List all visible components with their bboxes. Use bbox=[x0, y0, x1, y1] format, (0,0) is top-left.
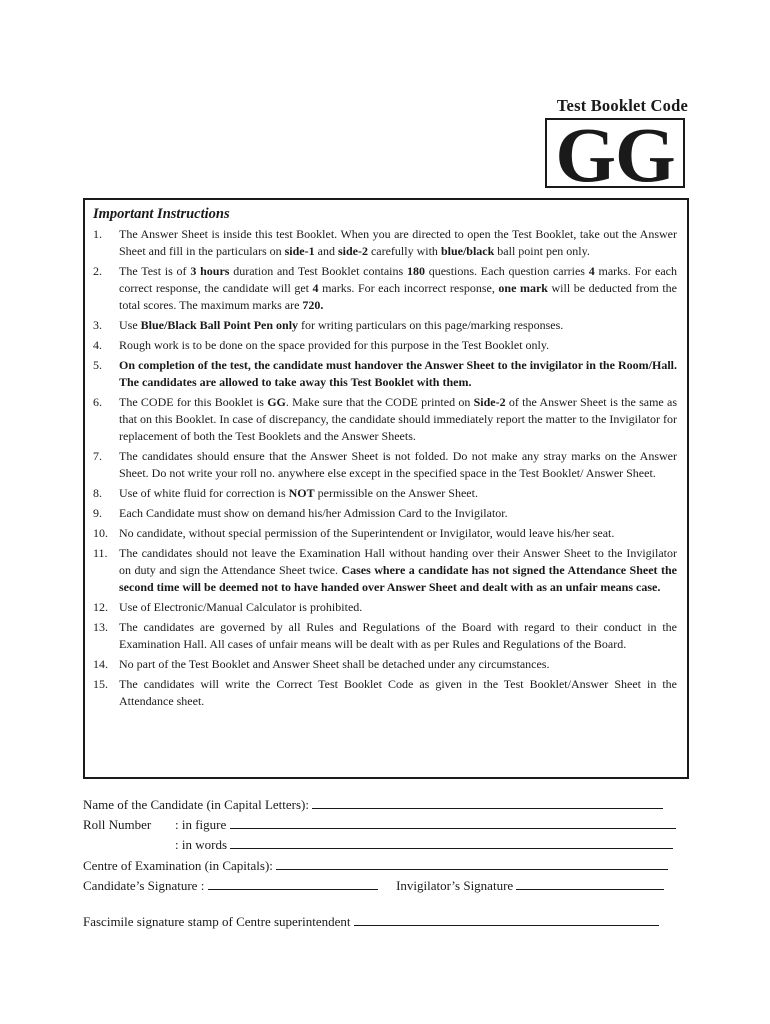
instruction-emphasis: 4 bbox=[588, 264, 595, 278]
instruction-emphasis: side-2 bbox=[337, 244, 368, 258]
instruction-item bbox=[93, 448, 677, 482]
instruction-fragment: of the Answer Sheet is the same as that on this Booklet. In case of discrepancy, the candidate should immediately report the matter to the Invigilator for replacement of both the Test Booklets and the Answer Sheets. bbox=[119, 395, 678, 443]
instruction-number: 6. bbox=[93, 395, 102, 409]
instruction-item bbox=[93, 394, 677, 445]
instruction-number: 10. bbox=[93, 526, 108, 540]
instruction-fragment: The candidates will write the Correct Test Booklet Code as given in the Test Booklet/Answer Sheet in the Attendance sheet. bbox=[119, 677, 677, 708]
instruction-fragment: and bbox=[314, 244, 338, 258]
candidate-name-row bbox=[83, 796, 685, 813]
instruction-text bbox=[119, 357, 677, 391]
instruction-number: 4. bbox=[93, 338, 102, 352]
roll-words-row bbox=[83, 836, 685, 853]
instruction-emphasis: Cases where a candidate has not signed the Attendance Sheet the second time will be deemed not to have handed over Answer Sheet and dealt with as an unfair means case. bbox=[119, 563, 677, 594]
candidate-name-label: Name of the Candidate (in Capital Letters): bbox=[83, 797, 309, 812]
instruction-text bbox=[119, 337, 677, 354]
instruction-item bbox=[93, 317, 677, 334]
candidate-name-field[interactable] bbox=[312, 796, 663, 809]
instruction-fragment: The Answer Sheet is inside this test Booklet. When you are directed to open the Test Booklet, take out the Answer Sheet and fill in the particulars on bbox=[119, 227, 677, 258]
instruction-fragment: Use of Electronic/Manual Calculator is prohibited. bbox=[119, 600, 363, 614]
instruction-item bbox=[93, 545, 677, 596]
instruction-text bbox=[119, 599, 677, 616]
instruction-text bbox=[119, 505, 677, 522]
booklet-code-box: GG bbox=[545, 118, 685, 188]
stamp-field[interactable] bbox=[354, 913, 659, 926]
instruction-fragment: marks. For each correct response, the candidate will get bbox=[119, 264, 677, 295]
instruction-item bbox=[93, 485, 677, 502]
centre-row bbox=[83, 857, 685, 874]
instruction-text bbox=[119, 485, 677, 502]
instruction-fragment: The candidates are governed by all Rules and Regulations of the Board with regard to their conduct in the Examination Hall. All cases of unfair means will be dealt with as per Rules and Regulations of the Board. bbox=[119, 620, 677, 651]
centre-label: Centre of Examination (in Capitals): bbox=[83, 858, 273, 873]
instruction-item bbox=[93, 337, 677, 354]
instruction-text bbox=[119, 394, 677, 445]
instruction-fragment: No part of the Test Booklet and Answer Sheet shall be detached under any circumstances. bbox=[119, 657, 550, 671]
candidate-signature-field[interactable] bbox=[208, 877, 378, 890]
instruction-fragment: Each Candidate must show on demand his/her Admission Card to the Invigilator. bbox=[119, 506, 508, 520]
roll-figure-row bbox=[83, 816, 685, 833]
instruction-fragment: Rough work is to be done on the space provided for this purpose in the Test Booklet only. bbox=[119, 338, 550, 352]
instruction-item bbox=[93, 619, 677, 653]
instruction-emphasis: one mark bbox=[498, 281, 548, 295]
instruction-text bbox=[119, 656, 677, 673]
instruction-fragment: Use of white fluid for correction is bbox=[119, 486, 289, 500]
stamp-label: Fascimile signature stamp of Centre superintendent bbox=[83, 914, 351, 929]
centre-field[interactable] bbox=[276, 857, 668, 870]
instruction-fragment: questions. Each question carries bbox=[424, 264, 589, 278]
instruction-emphasis: 180 bbox=[406, 264, 425, 278]
instructions-box bbox=[83, 198, 689, 779]
invigilator-signature-label: Invigilator’s Signature bbox=[396, 878, 514, 893]
instruction-emphasis: 3 hours bbox=[190, 264, 230, 278]
instruction-item bbox=[93, 656, 677, 673]
instruction-fragment: for writing particulars on this page/marking responses. bbox=[298, 318, 564, 332]
instruction-emphasis: On completion of the test, the candidate must handover the Answer Sheet to the invigilator in the Room/Hall. The candidates are allowed to take away this Test Booklet with them. bbox=[119, 358, 677, 389]
instruction-emphasis: side-1 bbox=[284, 244, 315, 258]
in-figure-label: : in figure bbox=[175, 817, 227, 832]
instruction-fragment: will be deducted from the total scores. The maximum marks are bbox=[119, 281, 677, 312]
instruction-fragment: The CODE for this Booklet is bbox=[119, 395, 268, 409]
instruction-item bbox=[93, 505, 677, 522]
instruction-item bbox=[93, 599, 677, 616]
instruction-text bbox=[119, 226, 677, 260]
instruction-fragment: marks. For each incorrect response, bbox=[318, 281, 499, 295]
instruction-number: 12. bbox=[93, 600, 108, 614]
booklet-code-label: Test Booklet Code bbox=[556, 96, 688, 115]
instruction-fragment: duration and Test Booklet contains bbox=[229, 264, 407, 278]
instruction-text bbox=[119, 525, 677, 542]
instruction-number: 13. bbox=[93, 620, 108, 634]
instruction-item bbox=[93, 263, 677, 314]
instruction-text bbox=[119, 676, 677, 710]
instruction-number: 2. bbox=[93, 264, 102, 278]
instruction-emphasis: NOT bbox=[288, 486, 315, 500]
instruction-number: 14. bbox=[93, 657, 108, 671]
signature-row bbox=[83, 877, 685, 894]
instruction-text bbox=[119, 448, 677, 482]
instruction-fragment: ball point pen only. bbox=[494, 244, 590, 258]
instruction-text bbox=[119, 317, 677, 334]
instruction-item bbox=[93, 226, 677, 260]
instruction-emphasis: GG bbox=[267, 395, 286, 409]
instruction-item bbox=[93, 525, 677, 542]
instruction-emphasis: Side-2 bbox=[473, 395, 506, 409]
instruction-fragment: The candidates should not leave the Examination Hall without handing over their Answer Sheet to the Invigilator on duty and sign the Attendance Sheet twice. bbox=[119, 546, 677, 577]
instruction-number: 11. bbox=[93, 546, 108, 560]
instruction-fragment: . Make sure that the CODE printed on bbox=[285, 395, 474, 409]
instruction-item bbox=[93, 357, 677, 391]
roll-number-label: Roll Number bbox=[83, 817, 152, 832]
instruction-number: 7. bbox=[93, 449, 102, 463]
roll-words-field[interactable] bbox=[230, 836, 673, 849]
instruction-text bbox=[119, 545, 677, 596]
instruction-number: 3. bbox=[93, 318, 102, 332]
instruction-item bbox=[93, 676, 677, 710]
instruction-fragment: The candidates should ensure that the Answer Sheet is not folded. Do not make any stray marks on the Answer Sheet. Do not write your roll no. anywhere else except in the specified space in the Test Booklet/ Answer Sheet. bbox=[119, 449, 677, 480]
in-words-label: : in words bbox=[175, 837, 227, 852]
instructions-heading: Important Instructions bbox=[93, 206, 230, 222]
instruction-fragment: carefully with bbox=[367, 244, 441, 258]
invigilator-signature-field[interactable] bbox=[516, 877, 664, 890]
roll-figure-field[interactable] bbox=[230, 816, 676, 829]
instructions-list bbox=[93, 226, 677, 710]
instruction-number: 15. bbox=[93, 677, 108, 691]
instruction-fragment: permissible on the Answer Sheet. bbox=[314, 486, 478, 500]
instruction-number: 1. bbox=[93, 227, 102, 241]
candidate-signature-label: Candidate’s Signature : bbox=[83, 878, 205, 893]
instruction-emphasis: blue/black bbox=[440, 244, 495, 258]
instruction-number: 5. bbox=[93, 358, 102, 372]
instruction-fragment: No candidate, without special permission of the Superintendent or Invigilator, would leave his/her seat. bbox=[119, 526, 615, 540]
instruction-emphasis: 4 bbox=[312, 281, 319, 295]
instruction-text bbox=[119, 263, 677, 314]
instruction-fragment: The Test is of bbox=[119, 264, 191, 278]
instruction-fragment: Use bbox=[119, 318, 141, 332]
instruction-number: 8. bbox=[93, 486, 102, 500]
instruction-number: 9. bbox=[93, 506, 102, 520]
instruction-emphasis: 720. bbox=[302, 298, 324, 312]
instruction-text bbox=[119, 619, 677, 653]
instruction-emphasis: Blue/Black Ball Point Pen only bbox=[140, 318, 299, 332]
stamp-row bbox=[83, 913, 685, 930]
